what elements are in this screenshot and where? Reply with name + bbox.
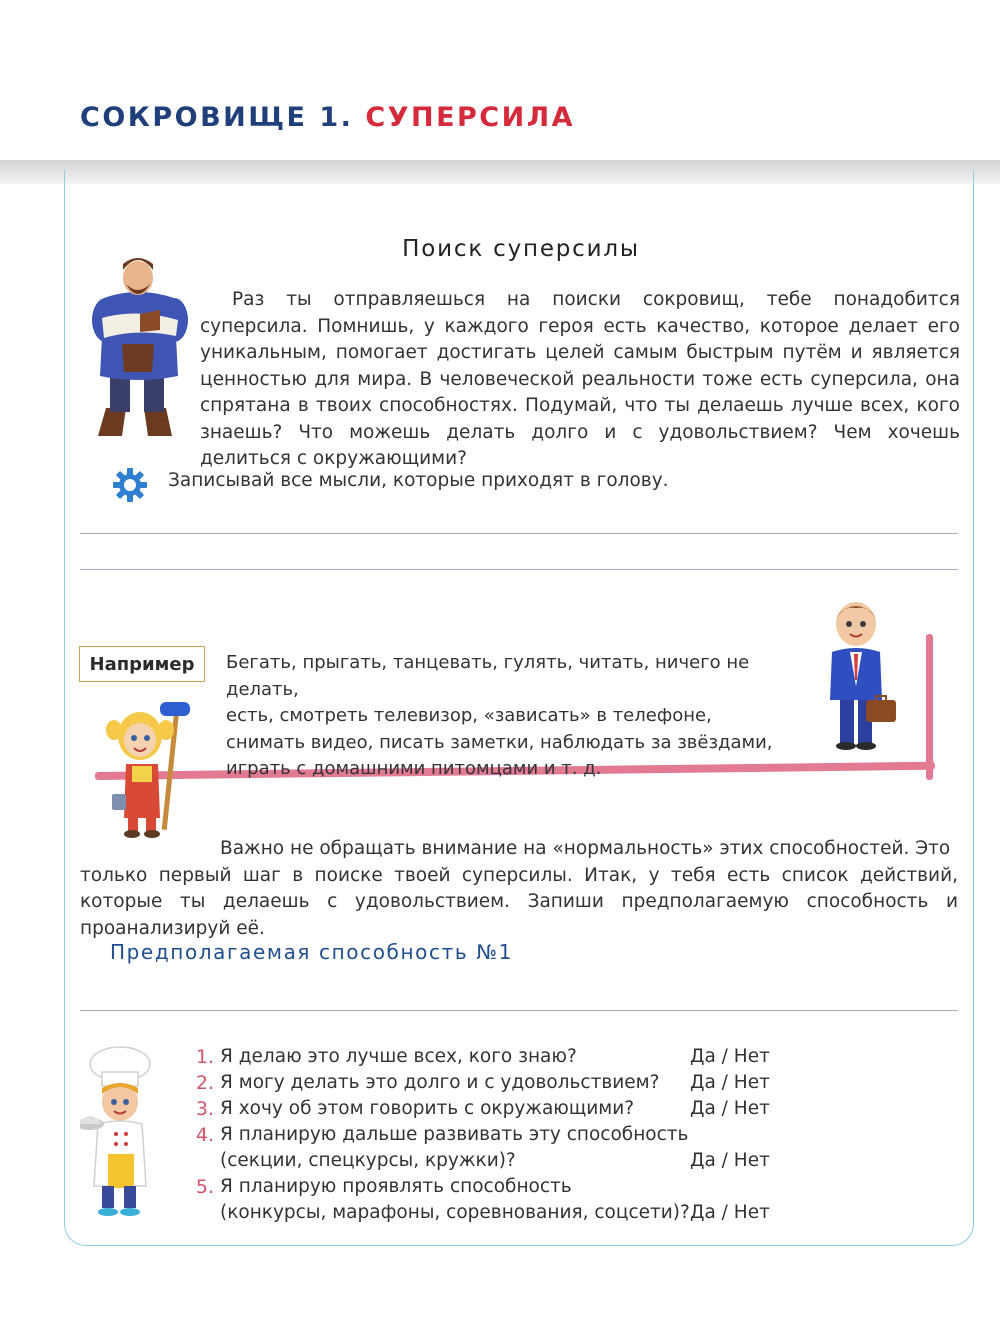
question-text: Я могу делать это долго и с удовольствием? bbox=[220, 1072, 660, 1093]
section-title: Поиск суперсилы bbox=[402, 236, 640, 262]
example-text bbox=[226, 650, 816, 783]
question-item bbox=[180, 1070, 780, 1096]
question-item bbox=[180, 1122, 780, 1174]
question-text: Я хочу об этом говорить с окружающими? bbox=[220, 1098, 635, 1119]
question-number: 2. bbox=[195, 1072, 214, 1094]
hint-text: Записывай все мысли, которые приходят в голову. bbox=[168, 470, 669, 491]
example-line: Бегать, прыгать, танцевать, гулять, читать, ничего не делать, bbox=[226, 652, 750, 700]
important-first-line: Важно не обращать внимание на «нормальность» этих способностей. Это bbox=[220, 838, 951, 859]
example-line: есть, смотреть телевизор, «зависать» в телефоне, bbox=[226, 705, 712, 726]
boy-businessman-illustration bbox=[818, 596, 904, 750]
question-number: 4. bbox=[195, 1124, 214, 1146]
ability-title: Предполагаемая способность №1 bbox=[110, 940, 513, 964]
question-text: Я делаю это лучше всех, кого знаю? bbox=[220, 1046, 577, 1067]
chapter-title-accent: СУПЕРСИЛА bbox=[365, 102, 576, 133]
girl-painter-illustration bbox=[98, 700, 198, 840]
question-number: 3. bbox=[195, 1098, 214, 1120]
chef-boy-illustration bbox=[80, 1046, 170, 1220]
question-line: Я планирую проявлять способность bbox=[220, 1176, 572, 1197]
important-rest: только первый шаг в поиске твоей суперсилы. Итак, у тебя есть список действий, которые ты делаешь с удовольствием. Запиши предполагаемую способность и проанализируй её. bbox=[80, 864, 958, 939]
question-number: 5. bbox=[195, 1176, 214, 1198]
question-answer[interactable]: Да / Нет bbox=[690, 1046, 770, 1067]
example-label: Например bbox=[79, 646, 205, 682]
writing-line[interactable] bbox=[80, 533, 958, 534]
question-answer[interactable]: Да / Нет bbox=[690, 1098, 770, 1119]
example-line: снимать видео, писать заметки, наблюдать за звёздами, bbox=[226, 731, 773, 753]
gear-icon bbox=[112, 467, 148, 503]
question-line: Я планирую дальше развивать эту способность bbox=[220, 1124, 689, 1145]
question-number: 1. bbox=[195, 1046, 214, 1068]
question-line: (секции, спецкурсы, кружки)? bbox=[220, 1150, 516, 1171]
example-line: играть с домашними питомцами и т. д. bbox=[226, 758, 602, 779]
question-answer[interactable]: Да / Нет bbox=[690, 1202, 770, 1223]
question-line: (конкурсы, марафоны, соревнования, соцсети)? bbox=[220, 1202, 690, 1223]
ability-writing-line[interactable] bbox=[80, 1010, 958, 1011]
example-frame-right bbox=[926, 634, 933, 780]
hero-illustration bbox=[82, 248, 198, 440]
question-text bbox=[220, 1174, 690, 1226]
writing-line[interactable] bbox=[80, 569, 958, 570]
chapter-title bbox=[80, 102, 575, 133]
questions-list bbox=[180, 1044, 780, 1226]
question-text bbox=[220, 1122, 690, 1174]
question-item bbox=[180, 1096, 780, 1122]
intro-paragraph: Раз ты отправляешься на поиски сокровищ, тебе понадобится суперсила. Помнишь, у каждого героя есть качество, которое делает его уникальным, помогает достигать целей самым быстрым путём и является ценностью для мира. В человеческой реальности тоже есть суперсила, она спрятана в твоих способностях. Подумай, что ты делаешь лучше всех, кого знаешь? Что можешь делать долго и с удовольствием? Чем хочешь делиться с окружающими? bbox=[200, 289, 960, 469]
important-paragraph bbox=[80, 836, 958, 942]
question-item bbox=[180, 1044, 780, 1070]
question-answer[interactable]: Да / Нет bbox=[690, 1150, 770, 1171]
question-answer[interactable]: Да / Нет bbox=[690, 1072, 770, 1093]
chapter-title-prefix: СОКРОВИЩЕ 1. bbox=[80, 102, 354, 133]
question-item bbox=[180, 1174, 780, 1226]
